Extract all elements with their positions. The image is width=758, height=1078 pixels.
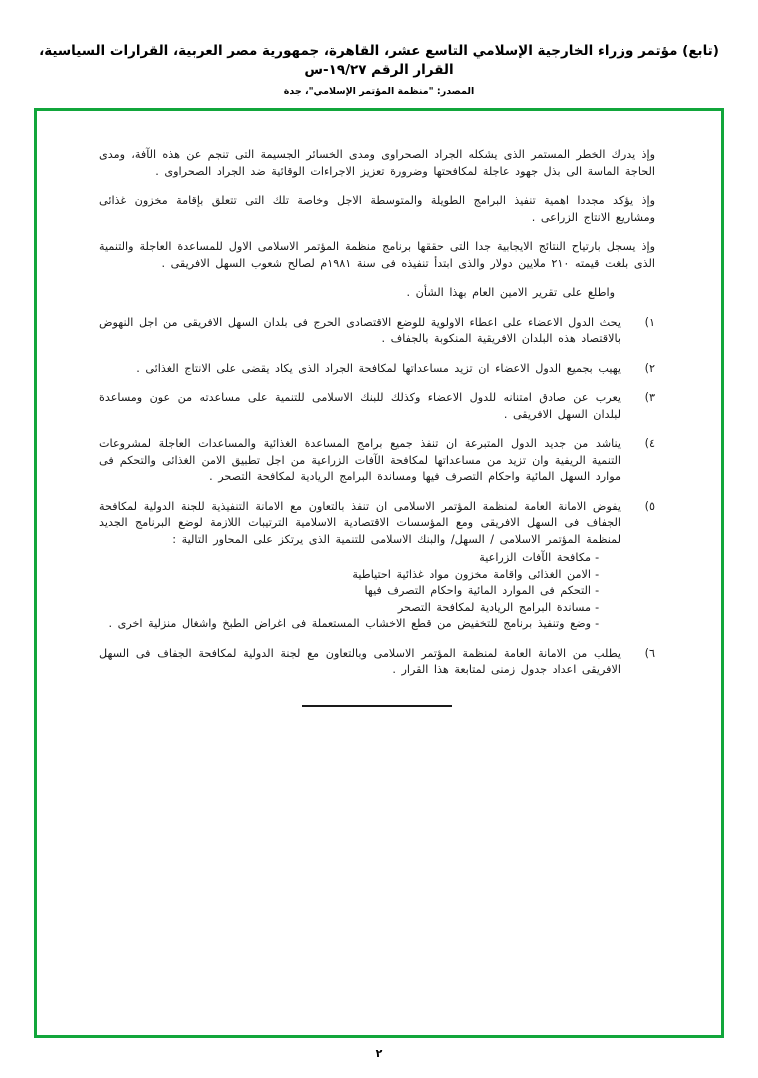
item-text: يناشد من جديد الدول المتبرعة ان تنفذ جميع برامج المساعدة الغذائية والمساعدات العاجلة لمشروعات التنمية الريفية وان تزيد من مساعداتها لمكافحة الآفات الزراعية من اجل تطبيق الامن الغذائى والتحكم فى موارد السهل المائية واحكام التصرف فيها ومساندة البرامج الريادية لمكافحة التصحر .	[99, 437, 621, 483]
header-source: المصدر: "منظمة المؤتمر الإسلامي"، جدة	[283, 85, 475, 97]
list-item	[99, 600, 605, 617]
header-title: (تابع) مؤتمر وزراء الخارجية الإسلامي التاسع عشر، القاهرة، جمهورية مصر العربية، القرارات السياسية، القرار الرقم ١٩/٢٧-س	[39, 43, 719, 78]
section-divider	[302, 705, 452, 707]
item-number: ١)	[644, 315, 655, 329]
item-text: يعرب عن صادق امتنانه للدول الاعضاء وكذلك للبنك الاسلامى للتنمية على مساعدته من عون ومساعدة لبلدان السهل الافريقى .	[99, 391, 621, 421]
sub-item-text: الامن الغذائى واقامة مخزون مواد غذائية احتياطية	[352, 567, 591, 581]
list-item	[99, 567, 605, 584]
sub-item-text: مكافحة الآفات الزراعية	[479, 551, 591, 564]
item-number: ٤)	[644, 437, 655, 450]
dash-bullet: -	[595, 551, 601, 564]
dash-bullet: -	[595, 567, 601, 581]
sub-list	[99, 550, 621, 633]
numbered-item	[99, 315, 655, 348]
document-body	[37, 111, 721, 1035]
paragraph	[99, 285, 615, 302]
dash-bullet: -	[595, 584, 601, 597]
list-item	[99, 583, 605, 600]
sub-item-text: وضع وتنفيذ برنامج للتخفيض من قطع الاخشاب المستعملة فى اغراض الطبخ واشغال منزلية اخرى .	[108, 617, 591, 630]
paragraph-text: وإذ يسجل بارتياح النتائج الايجابية جدا التى حققها برنامج منظمة المؤتمر الاسلامى الاول للمساعدة العاجلة والتنمية الذى بلغت قيمته ٢١٠ ملايين دولار والذى ابتدأ تنفيذه فى سنة ١٩٨١م لصالح شعوب السهل الافريقى .	[99, 240, 655, 270]
numbered-item	[99, 646, 655, 679]
paragraph	[99, 193, 655, 226]
paragraph-text: وإذ يؤكد مجددا اهمية تنفيذ البرامج الطويلة والمتوسطة الاجل وخاصة تلك التى تتعلق بإقامة مخزون غذائى ومشاريع الانتاج الزراعى .	[99, 194, 655, 224]
sub-item-text: مساندة البرامج الريادية لمكافحة التصحر	[397, 600, 591, 614]
paragraph-text: وإذ يدرك الخطر المستمر الذى يشكله الجراد الصحراوى ومدى الخسائر الجسيمة التى تنجم عن هذه الآفة، ومدى الحاجة الماسة الى بذل جهود عاجلة لمكافحتها وضرورة تعزيز الاجراءات الوقائية ضد الجراد الصحراوى .	[99, 148, 655, 178]
numbered-item	[99, 436, 655, 486]
item-number: ٣)	[644, 391, 655, 404]
item-number: ٢)	[644, 361, 655, 375]
page-number: ٢	[375, 1047, 383, 1060]
numbered-item	[99, 499, 655, 633]
paragraph	[99, 239, 655, 272]
dash-bullet: -	[595, 600, 601, 614]
document-header	[30, 42, 728, 97]
item-text: يهيب بجميع الدول الاعضاء ان تزيد مساعداتها لمكافحة الجراد الذى يكاد يقضى على الانتاج الغذائى .	[136, 361, 621, 375]
green-border-frame	[34, 108, 724, 1038]
list-item	[99, 550, 605, 567]
item-text: يفوض الامانة العامة لمنظمة المؤتمر الاسلامى ان تنفذ بالتعاون مع الامانة التنفيذية للجنة الدولية لمكافحة الجفاف فى السهل الافريقى ومع المؤسسات الاقتصادية الاسلامية الترتيبات اللازمة لوضع البرنامج الجديد لمنظمة المؤتمر الاسلامى / السهل/ والبنك الاسلامى للتنمية الذى يرتكز على المحاور التالية :	[99, 499, 621, 546]
item-text: يطلب من الامانة العامة لمنظمة المؤتمر الاسلامى وبالتعاون مع لجنة الدولية لمكافحة الجفاف فى السهل الافريقى اعداد جدول زمنى لمتابعة هذا القرار .	[99, 646, 621, 676]
numbered-item	[99, 361, 655, 378]
paragraph	[99, 147, 655, 180]
item-text: يحث الدول الاعضاء على اعطاء الاولوية للوضع الاقتصادى الحرج فى بلدان السهل الافريقى من اجل النهوض بالاقتصاد هذه البلدان الافريقية المنكوبة بالجفاف .	[99, 315, 621, 345]
sub-item-text: التحكم فى الموارد المائية واحكام التصرف فيها	[364, 584, 591, 597]
list-item	[99, 616, 605, 633]
dash-bullet: -	[595, 617, 601, 630]
paragraph-text: واطلع على تقرير الامين العام بهذا الشأن .	[406, 286, 615, 299]
item-number: ٥)	[644, 499, 655, 513]
item-number: ٦)	[644, 646, 655, 660]
numbered-item	[99, 390, 655, 423]
